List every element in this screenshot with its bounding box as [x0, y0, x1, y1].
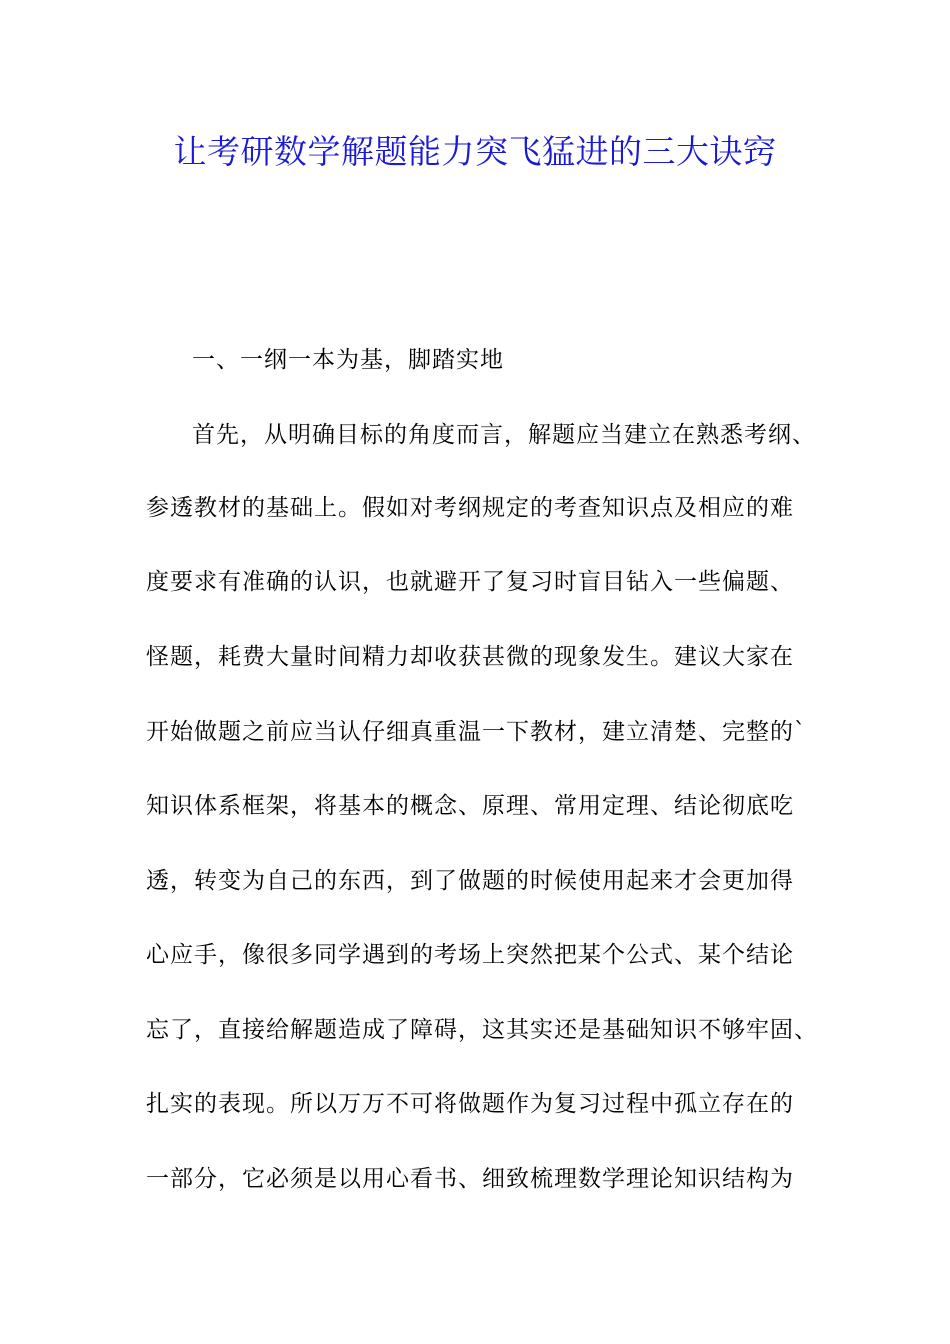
paragraph-line: 扎实的表现。所以万万不可将做题作为复习过程中孤立存在的 — [146, 1091, 794, 1117]
paragraph-line: 怪题，耗费大量时间精力却收获甚微的现象发生。建议大家在 — [146, 644, 794, 670]
paragraph-line: 忘了，直接给解题造成了障碍，这其实还是基础知识不够牢固、 — [146, 1017, 818, 1043]
paragraph-line: 一部分，它必须是以用心看书、细致梳理数学理论知识结构为 — [146, 1166, 794, 1192]
paragraph-line: 度要求有准确的认识，也就避开了复习时盲目钻入一些偏题、 — [146, 569, 794, 595]
paragraph-line: 心应手，像很多同学遇到的考场上突然把某个公式、某个结论 — [146, 942, 794, 968]
paragraph-line: 首先，从明确目标的角度而言，解题应当建立在熟悉考纲、 — [192, 422, 816, 448]
paragraph-line: 参透教材的基础上。假如对考纲规定的考查知识点及相应的难 — [146, 495, 794, 521]
document-title: 让考研数学解题能力突飞猛进的三大诀窍 — [173, 132, 777, 171]
paragraph-line: 开始做题之前应当认仔细真重温一下教材，建立清楚、完整的` — [146, 719, 807, 745]
section-heading: 一、一纲一本为基，脚踏实地 — [192, 347, 504, 373]
paragraph-line: 透，转变为自己的东西，到了做题的时候使用起来才会更加得 — [146, 868, 794, 894]
paragraph-line: 知识体系框架，将基本的概念、原理、常用定理、结论彻底吃 — [146, 793, 794, 819]
